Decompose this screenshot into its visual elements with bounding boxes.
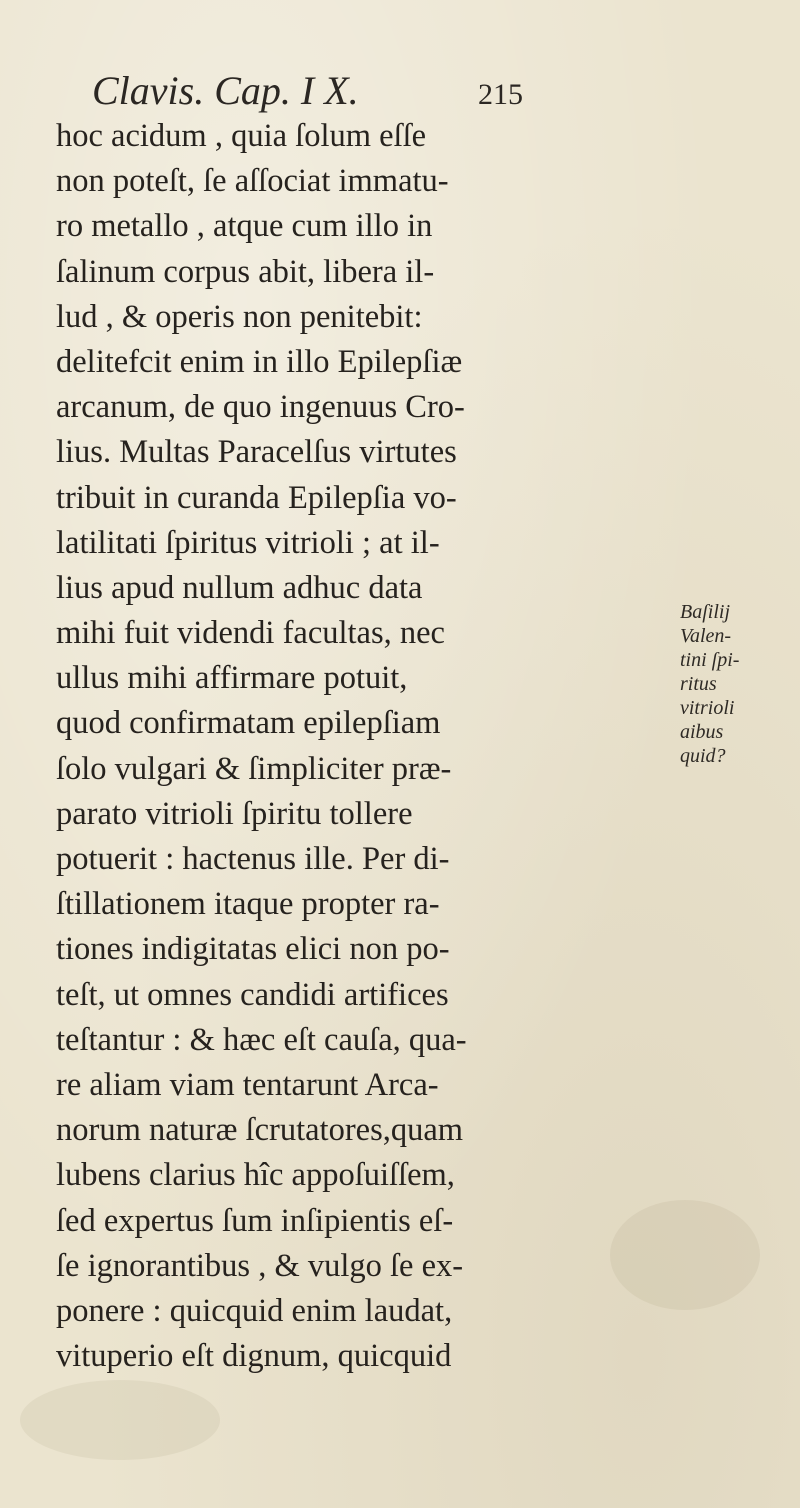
text-line: lud , & operis non penitebit:	[56, 298, 423, 335]
margin-note-line: quid?	[680, 745, 726, 767]
text-line: tribuit in curanda Epilepſia vo-	[56, 479, 457, 516]
text-line: lius apud nullum adhuc data	[56, 569, 423, 606]
text-line: latilitati ſpiritus vitrioli ; at il-	[56, 524, 440, 561]
margin-note-line: ritus	[680, 673, 717, 695]
header-title: Clavis. Cap. I X.	[92, 68, 359, 113]
text-line: ro metallo , atque cum illo in	[56, 208, 433, 245]
paper-stain	[20, 1380, 220, 1460]
text-line: ſalinum corpus abit, libera il-	[56, 253, 435, 290]
page-number: 215	[478, 78, 523, 111]
marginal-note	[680, 600, 800, 768]
text-line: ullus mihi affirmare potuit,	[56, 660, 408, 697]
margin-note-line: vitrioli	[680, 697, 735, 719]
margin-note-line: tini ſpi-	[680, 649, 740, 671]
text-line: ſolo vulgari & ſimpliciter præ-	[56, 750, 452, 787]
text-line: arcanum, de quo ingenuus Cro-	[56, 389, 465, 426]
paper-stain	[610, 1200, 760, 1310]
text-line: non poteſt, ſe aſſociat immatu-	[56, 163, 449, 200]
text-line: lius. Multas Paracelſus virtutes	[56, 434, 457, 471]
text-line: ſtillationem itaque propter ra-	[56, 886, 440, 923]
text-line: lubens clarius hîc appoſuiſſem,	[56, 1157, 455, 1194]
text-line: parato vitrioli ſpiritu tollere	[56, 795, 413, 832]
text-line: teſt, ut omnes candidi artifices	[56, 976, 449, 1013]
running-header	[92, 66, 572, 116]
text-line: quod confirmatam epilepſiam	[56, 705, 441, 742]
body-text	[56, 114, 576, 1379]
text-line: vituperio eſt dignum, quicquid	[56, 1338, 452, 1375]
margin-note-line: aibus	[680, 721, 724, 743]
text-line: re aliam viam tentarunt Arca-	[56, 1066, 439, 1103]
text-line: ponere : quicquid enim laudat,	[56, 1292, 453, 1329]
text-line: tiones indigitatas elici non po-	[56, 931, 450, 968]
text-line: mihi fuit videndi facultas, nec	[56, 615, 445, 652]
text-line: ſe ignorantibus , & vulgo ſe ex-	[56, 1247, 464, 1284]
text-line: ſed expertus ſum inſipientis eſ-	[56, 1202, 454, 1239]
text-line: teſtantur : & hæc eſt cauſa, qua-	[56, 1021, 467, 1058]
text-line: delitefcit enim in illo Epilepſiæ	[56, 343, 463, 380]
margin-note-line: Valen-	[680, 625, 732, 647]
text-line: norum naturæ ſcrutatores,quam	[56, 1112, 464, 1149]
text-line: potuerit : hactenus ille. Per di-	[56, 841, 450, 877]
margin-note-line: Baſilij	[680, 601, 730, 623]
text-line: hoc acidum , quia ſolum eſſe	[56, 118, 427, 154]
